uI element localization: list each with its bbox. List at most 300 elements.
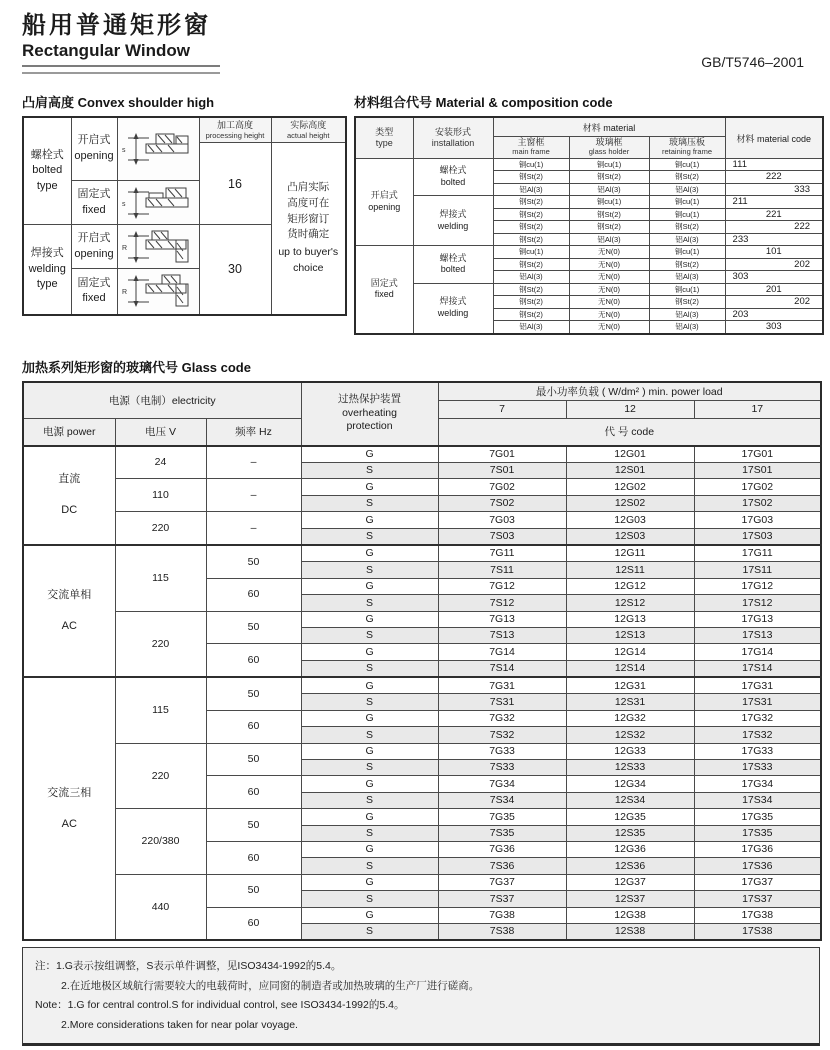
type-cell — [355, 158, 413, 246]
glass-code-cell: 17G02 — [694, 479, 821, 495]
top-tables-row — [22, 92, 820, 335]
frequency-cell: 50 — [206, 874, 301, 907]
code-label-header: 代 号 code — [438, 418, 821, 446]
material-row — [355, 158, 823, 171]
section-title-material: 材料组合代号 Material & composition code — [354, 94, 613, 110]
power-type-en: AC — [61, 620, 77, 632]
frequency-cell: 60 — [206, 907, 301, 940]
protection-mode-cell: G — [301, 809, 438, 825]
glass-row — [23, 677, 821, 694]
protection-mode-cell: S — [301, 562, 438, 578]
glass-code-cell: 17S34 — [694, 792, 821, 808]
glass-code-cell: 12S35 — [566, 825, 694, 841]
glass-holder-cell: 无N(0) — [569, 246, 649, 259]
glass-code-cell: 17G14 — [694, 644, 821, 660]
frequency-cell: 50 — [206, 611, 301, 644]
protection-mode-cell: G — [301, 644, 438, 660]
protection-mode-cell: S — [301, 595, 438, 611]
glass-code-cell: 17G31 — [694, 677, 821, 694]
glass-code-cell: 12G31 — [566, 677, 694, 694]
protection-mode-cell: S — [301, 462, 438, 478]
glass-code-cell: 12S37 — [566, 891, 694, 907]
glass-row — [23, 446, 821, 463]
glass-code-cell: 12G12 — [566, 578, 694, 594]
retaining-frame-cell: 铝Al(3) — [649, 308, 725, 321]
glass-code-cell: 12G13 — [566, 611, 694, 627]
section-title-glass: 加热系列矩形窗的玻璃代号 Glass code — [22, 359, 251, 375]
voltage-cell: 24 — [115, 446, 206, 479]
glass-code-cell: 12S33 — [566, 760, 694, 776]
retaining-frame-cell: 钢St(2) — [649, 221, 725, 234]
glass-row — [23, 743, 821, 759]
dimension-label: s — [122, 200, 126, 208]
load-value-17: 17 — [694, 400, 821, 418]
electricity-header: 电源（电制）electricity — [23, 382, 301, 419]
power-type-en: DC — [61, 504, 78, 517]
protection-mode-cell: S — [301, 825, 438, 841]
convex-shoulder-table — [22, 116, 347, 316]
frequency-cell: – — [206, 446, 301, 479]
installation-en: welding — [437, 308, 469, 319]
material-code-section — [354, 92, 824, 335]
material-code-cell: 202 — [725, 296, 823, 309]
glass-code-cell: 12G36 — [566, 841, 694, 857]
glass-code-cell: 7G33 — [438, 743, 566, 759]
install-cell-opening — [71, 117, 117, 181]
glass-code-cell: 12G03 — [566, 512, 694, 528]
protection-mode-cell: S — [301, 660, 438, 677]
material-row — [355, 283, 823, 296]
glass-code-cell: 17S36 — [694, 858, 821, 874]
glass-code-cell: 17G34 — [694, 776, 821, 792]
installation-en: welding — [437, 220, 469, 231]
glass-code-cell: 7S03 — [438, 528, 566, 545]
voltage-cell: 220/380 — [115, 809, 206, 875]
glass-code-cell: 7S12 — [438, 595, 566, 611]
voltage-header: 电压 V — [115, 418, 206, 446]
type-zh: 固定式 — [370, 277, 398, 288]
cross-section-diagram — [117, 181, 199, 225]
material-code-cell: 303 — [725, 321, 823, 334]
glass-code-cell: 7G38 — [438, 907, 566, 923]
glass-holder-cell: 无N(0) — [569, 283, 649, 296]
note-en-2: 2.More considerations taken for near polar voyage. — [61, 1018, 298, 1031]
glass-code-cell: 12G32 — [566, 710, 694, 726]
glass-row — [23, 874, 821, 890]
glass-code-cell: 7S31 — [438, 694, 566, 710]
frequency-cell: 50 — [206, 809, 301, 842]
protection-mode-cell: G — [301, 479, 438, 495]
glass-code-cell: 12G38 — [566, 907, 694, 923]
glass-holder-cell: 铜cu(1) — [569, 196, 649, 209]
notes-box — [22, 947, 820, 1046]
retaining-frame-cell: 铜cu(1) — [649, 208, 725, 221]
frequency-header: 频率 Hz — [206, 418, 301, 446]
retaining-frame-cell: 钢St(2) — [649, 171, 725, 184]
power-type-zh: 交流三相 — [47, 786, 92, 799]
main-frame-header: 主窗框 main frame — [493, 136, 569, 158]
dimension-label: R — [122, 244, 128, 252]
glass-code-cell: 12S02 — [566, 495, 694, 511]
actual-height-note: 凸肩实际高度可在矩形窗订货时确定 up to buyer's choice — [271, 143, 346, 315]
installation-cell — [413, 158, 493, 196]
type-cell-bolted — [23, 117, 71, 225]
main-frame-cell: 铜cu(1) — [493, 158, 569, 171]
glass-holder-cell: 铝Al(3) — [569, 183, 649, 196]
glass-code-cell: 7G12 — [438, 578, 566, 594]
power-type-cell — [23, 545, 115, 677]
main-frame-cell: 钢St(2) — [493, 196, 569, 209]
protection-mode-cell: G — [301, 512, 438, 528]
protection-mode-cell: S — [301, 627, 438, 643]
voltage-cell: 110 — [115, 479, 206, 512]
install-cell-fixed: 固定式 fixed — [71, 269, 117, 315]
protection-mode-cell: S — [301, 528, 438, 545]
glass-holder-cell: 无N(0) — [569, 321, 649, 334]
glass-code-cell: 12G35 — [566, 809, 694, 825]
voltage-cell: 115 — [115, 677, 206, 743]
frequency-cell: 50 — [206, 545, 301, 578]
protection-mode-cell: S — [301, 727, 438, 743]
protection-mode-cell: G — [301, 578, 438, 594]
glass-holder-cell: 钢St(2) — [569, 208, 649, 221]
glass-code-cell: 17G37 — [694, 874, 821, 890]
protection-mode-cell: G — [301, 677, 438, 694]
power-header: 电源 power — [23, 418, 115, 446]
glass-code-cell: 7S11 — [438, 562, 566, 578]
glass-code-cell: 12S34 — [566, 792, 694, 808]
protection-mode-cell: S — [301, 923, 438, 940]
material-code-cell: 233 — [725, 233, 823, 246]
type-cell-welding: 焊接式 welding type — [23, 225, 71, 315]
glass-code-cell: 17G38 — [694, 907, 821, 923]
title-underline — [22, 65, 220, 74]
glass-code-cell: 7G13 — [438, 611, 566, 627]
material-composition-table — [354, 116, 824, 335]
glass-code-cell: 7G11 — [438, 545, 566, 562]
glass-holder-cell: 铜cu(1) — [569, 158, 649, 171]
glass-code-cell: 17S31 — [694, 694, 821, 710]
frequency-cell: – — [206, 512, 301, 545]
main-frame-cell: 钢St(2) — [493, 221, 569, 234]
glass-code-cell: 17S32 — [694, 727, 821, 743]
protection-mode-cell: G — [301, 874, 438, 890]
glass-code-cell: 17G11 — [694, 545, 821, 562]
voltage-cell: 115 — [115, 545, 206, 611]
material-row — [355, 246, 823, 259]
glass-code-cell: 7S36 — [438, 858, 566, 874]
glass-code-cell: 17S35 — [694, 825, 821, 841]
type-en: opening — [368, 201, 401, 212]
glass-code-cell: 7S13 — [438, 627, 566, 643]
frequency-cell: 60 — [206, 776, 301, 809]
glass-code-cell: 17G32 — [694, 710, 821, 726]
glass-code-cell: 17S03 — [694, 528, 821, 545]
protection-mode-cell: G — [301, 545, 438, 562]
install-cell-fixed: 固定式 fixed — [71, 181, 117, 225]
min-power-load-header: 最小功率负载 ( W/dm² ) min. power load — [438, 382, 821, 401]
main-frame-cell: 钢St(2) — [493, 171, 569, 184]
glass-code-cell: 7S32 — [438, 727, 566, 743]
protection-mode-cell: S — [301, 694, 438, 710]
cross-section-diagram — [117, 117, 199, 181]
install-zh: 开启式 — [77, 134, 111, 147]
cross-section-diagram — [117, 225, 199, 269]
glass-code-cell: 7G31 — [438, 677, 566, 694]
glass-code-cell: 17G35 — [694, 809, 821, 825]
glass-code-cell: 7G37 — [438, 874, 566, 890]
glass-holder-cell: 无N(0) — [569, 308, 649, 321]
protection-mode-cell: G — [301, 743, 438, 759]
installation-cell — [413, 196, 493, 246]
material-code-cell: 303 — [725, 271, 823, 284]
install-cell-opening: 开启式 opening — [71, 225, 117, 269]
main-frame-cell: 铝Al(3) — [493, 183, 569, 196]
type-en: bolted type — [32, 164, 63, 192]
processing-value: 16 — [199, 143, 271, 225]
power-type-cell — [23, 677, 115, 940]
installation-zh: 螺栓式 — [439, 165, 467, 176]
glass-holder-header: 玻璃框 glass holder — [569, 136, 649, 158]
overheating-protection-header: 过热保护装置 overheating protection — [301, 382, 438, 446]
frequency-cell: – — [206, 479, 301, 512]
voltage-cell: 220 — [115, 512, 206, 545]
glass-code-cell: 17S12 — [694, 595, 821, 611]
note-zh-1: 注：1.G表示按组调整，S表示单件调整，见ISO3434-1992的5.4。 — [35, 960, 342, 973]
voltage-cell: 440 — [115, 874, 206, 940]
power-type-zh: 直流 — [58, 473, 81, 486]
dimension-label: s — [122, 146, 126, 154]
glass-code-cell: 12G14 — [566, 644, 694, 660]
retaining-frame-cell: 铜cu(1) — [649, 196, 725, 209]
installation-zh: 焊接式 — [439, 208, 467, 219]
retaining-frame-cell: 铝Al(3) — [649, 183, 725, 196]
glass-code-cell: 7G03 — [438, 512, 566, 528]
frequency-cell: 50 — [206, 677, 301, 710]
load-value-12: 12 — [566, 400, 694, 418]
glass-row — [23, 512, 821, 528]
material-code-cell: 222 — [725, 171, 823, 184]
convex-shoulder-section — [22, 92, 347, 316]
frequency-cell: 50 — [206, 743, 301, 776]
load-value-7: 7 — [438, 400, 566, 418]
frequency-cell: 60 — [206, 644, 301, 677]
protection-mode-cell: S — [301, 891, 438, 907]
glass-code-cell: 12S36 — [566, 858, 694, 874]
glass-code-cell: 7S35 — [438, 825, 566, 841]
main-frame-cell: 钢St(2) — [493, 296, 569, 309]
glass-code-cell: 12S12 — [566, 595, 694, 611]
glass-code-cell: 7S01 — [438, 462, 566, 478]
material-code-cell: 211 — [725, 196, 823, 209]
glass-code-cell: 17G12 — [694, 578, 821, 594]
material-row — [355, 196, 823, 209]
glass-holder-cell: 铝Al(3) — [569, 233, 649, 246]
protection-mode-cell: G — [301, 776, 438, 792]
installation-en: bolted — [440, 176, 466, 187]
glass-code-cell: 7G01 — [438, 446, 566, 463]
glass-code-cell: 12G11 — [566, 545, 694, 562]
glass-code-cell: 7S37 — [438, 891, 566, 907]
glass-code-cell: 12G34 — [566, 776, 694, 792]
page-title-en: Rectangular Window — [22, 40, 190, 60]
type-en: fixed — [374, 289, 394, 300]
processing-height-header: 加工高度 processing height — [199, 117, 271, 143]
dimension-label: R — [122, 289, 128, 297]
voltage-cell: 220 — [115, 611, 206, 677]
installation-header: 安装形式 installation — [413, 117, 493, 159]
standard-code: GB/T5746–2001 — [701, 53, 804, 70]
protection-mode-cell: G — [301, 907, 438, 923]
glass-code-cell: 17G33 — [694, 743, 821, 759]
glass-code-cell: 7G32 — [438, 710, 566, 726]
protection-mode-cell: G — [301, 710, 438, 726]
glass-code-cell: 7G02 — [438, 479, 566, 495]
protection-mode-cell: S — [301, 495, 438, 511]
material-code-cell: 333 — [725, 183, 823, 196]
glass-row — [23, 545, 821, 562]
glass-holder-cell: 无N(0) — [569, 258, 649, 271]
glass-code-cell: 7S34 — [438, 792, 566, 808]
glass-row — [23, 611, 821, 627]
glass-code-cell: 12S01 — [566, 462, 694, 478]
type-zh: 开启式 — [370, 190, 398, 201]
glass-code-cell: 17S01 — [694, 462, 821, 478]
main-frame-cell: 钢St(2) — [493, 208, 569, 221]
retaining-frame-cell: 铜cu(1) — [649, 246, 725, 259]
type-header: 类型 type — [355, 117, 413, 159]
glass-code-cell: 7S38 — [438, 923, 566, 940]
glass-code-cell: 12S11 — [566, 562, 694, 578]
material-code-cell: 111 — [725, 158, 823, 171]
glass-code-cell: 12S03 — [566, 528, 694, 545]
power-type-cell — [23, 446, 115, 545]
protection-mode-cell: S — [301, 858, 438, 874]
glass-code-cell: 17S11 — [694, 562, 821, 578]
actual-height-header: 实际高度 actual height — [271, 117, 346, 143]
retaining-frame-cell: 钢St(2) — [649, 296, 725, 309]
protection-mode-cell: G — [301, 611, 438, 627]
retaining-frame-cell: 铝Al(3) — [649, 321, 725, 334]
glass-code-cell: 17G03 — [694, 512, 821, 528]
installation-zh: 焊接式 — [439, 296, 467, 307]
cross-section-diagram — [117, 269, 199, 315]
glass-row — [23, 809, 821, 825]
glass-code-table — [22, 381, 822, 942]
glass-code-cell: 12S31 — [566, 694, 694, 710]
document-header — [22, 12, 820, 74]
installation-cell — [413, 283, 493, 334]
glass-code-cell: 17G01 — [694, 446, 821, 463]
glass-code-cell: 7G14 — [438, 644, 566, 660]
material-code-cell: 201 — [725, 283, 823, 296]
note-en-1: Note：1.G for central control.S for individual control, see ISO3434-1992的5.4。 — [35, 999, 405, 1012]
main-frame-cell: 钢St(2) — [493, 308, 569, 321]
material-code-cell: 101 — [725, 246, 823, 259]
glass-code-cell: 17S02 — [694, 495, 821, 511]
glass-code-cell: 17G13 — [694, 611, 821, 627]
title-block — [22, 12, 220, 74]
retaining-frame-header: 玻璃压板 retaining frame — [649, 136, 725, 158]
power-type-en: AC — [61, 817, 77, 830]
glass-code-section — [22, 357, 820, 1046]
glass-code-cell: 12S14 — [566, 660, 694, 677]
processing-value: 30 — [199, 225, 271, 315]
material-code-cell: 203 — [725, 308, 823, 321]
installation-cell — [413, 246, 493, 284]
retaining-frame-cell: 铝Al(3) — [649, 233, 725, 246]
glass-holder-cell: 无N(0) — [569, 296, 649, 309]
glass-code-cell: 17S38 — [694, 923, 821, 940]
install-en: opening — [74, 149, 114, 162]
note-zh-2: 2.在近地极区域航行需要较大的电载荷时，应同窗的制造者或加热玻璃的生产厂进行磋商。 — [61, 979, 480, 992]
material-code-cell: 222 — [725, 221, 823, 234]
glass-code-cell: 7G34 — [438, 776, 566, 792]
glass-holder-cell: 钢St(2) — [569, 221, 649, 234]
glass-code-cell: 17S33 — [694, 760, 821, 776]
glass-code-cell: 17G36 — [694, 841, 821, 857]
glass-holder-cell: 钢St(2) — [569, 171, 649, 184]
glass-code-cell: 12G01 — [566, 446, 694, 463]
glass-code-cell: 17S13 — [694, 627, 821, 643]
type-cell — [355, 246, 413, 334]
protection-mode-cell: G — [301, 841, 438, 857]
type-zh: 螺栓式 — [30, 148, 64, 161]
material-code-cell: 202 — [725, 258, 823, 271]
retaining-frame-cell: 铝Al(3) — [649, 271, 725, 284]
main-frame-cell: 钢St(2) — [493, 258, 569, 271]
installation-zh: 螺栓式 — [439, 252, 467, 263]
glass-code-cell: 12G02 — [566, 479, 694, 495]
glass-code-cell: 7S02 — [438, 495, 566, 511]
glass-code-cell: 12G37 — [566, 874, 694, 890]
glass-code-cell: 7G36 — [438, 841, 566, 857]
glass-code-cell: 12S32 — [566, 727, 694, 743]
main-frame-cell: 钢St(2) — [493, 233, 569, 246]
frequency-cell: 60 — [206, 710, 301, 743]
glass-row — [23, 479, 821, 495]
glass-code-cell: 12S38 — [566, 923, 694, 940]
retaining-frame-cell: 钢St(2) — [649, 258, 725, 271]
page-title-zh: 船用普通矩形窗 — [22, 12, 211, 39]
glass-code-cell: 12S13 — [566, 627, 694, 643]
glass-code-cell: 7S14 — [438, 660, 566, 677]
section-title-convex: 凸肩高度 Convex shoulder high — [22, 94, 215, 110]
main-frame-cell: 钢St(2) — [493, 283, 569, 296]
retaining-frame-cell: 铜cu(1) — [649, 158, 725, 171]
frequency-cell: 60 — [206, 841, 301, 874]
frequency-cell: 60 — [206, 578, 301, 611]
protection-mode-cell: G — [301, 446, 438, 463]
glass-code-cell: 7S33 — [438, 760, 566, 776]
material-code-header: 材料 material code — [725, 117, 823, 159]
material-code-cell: 221 — [725, 208, 823, 221]
installation-en: bolted — [440, 264, 466, 275]
glass-code-cell: 17S37 — [694, 891, 821, 907]
glass-code-cell: 12G33 — [566, 743, 694, 759]
main-frame-cell: 铜cu(1) — [493, 246, 569, 259]
glass-code-cell: 7G35 — [438, 809, 566, 825]
power-type-zh: 交流单相 — [47, 589, 92, 601]
main-frame-cell: 铝Al(3) — [493, 321, 569, 334]
protection-mode-cell: S — [301, 792, 438, 808]
glass-code-cell: 17S14 — [694, 660, 821, 677]
voltage-cell: 220 — [115, 743, 206, 809]
protection-mode-cell: S — [301, 760, 438, 776]
material-group-header: 材料 material — [493, 117, 725, 137]
glass-holder-cell: 无N(0) — [569, 271, 649, 284]
main-frame-cell: 铝Al(3) — [493, 271, 569, 284]
